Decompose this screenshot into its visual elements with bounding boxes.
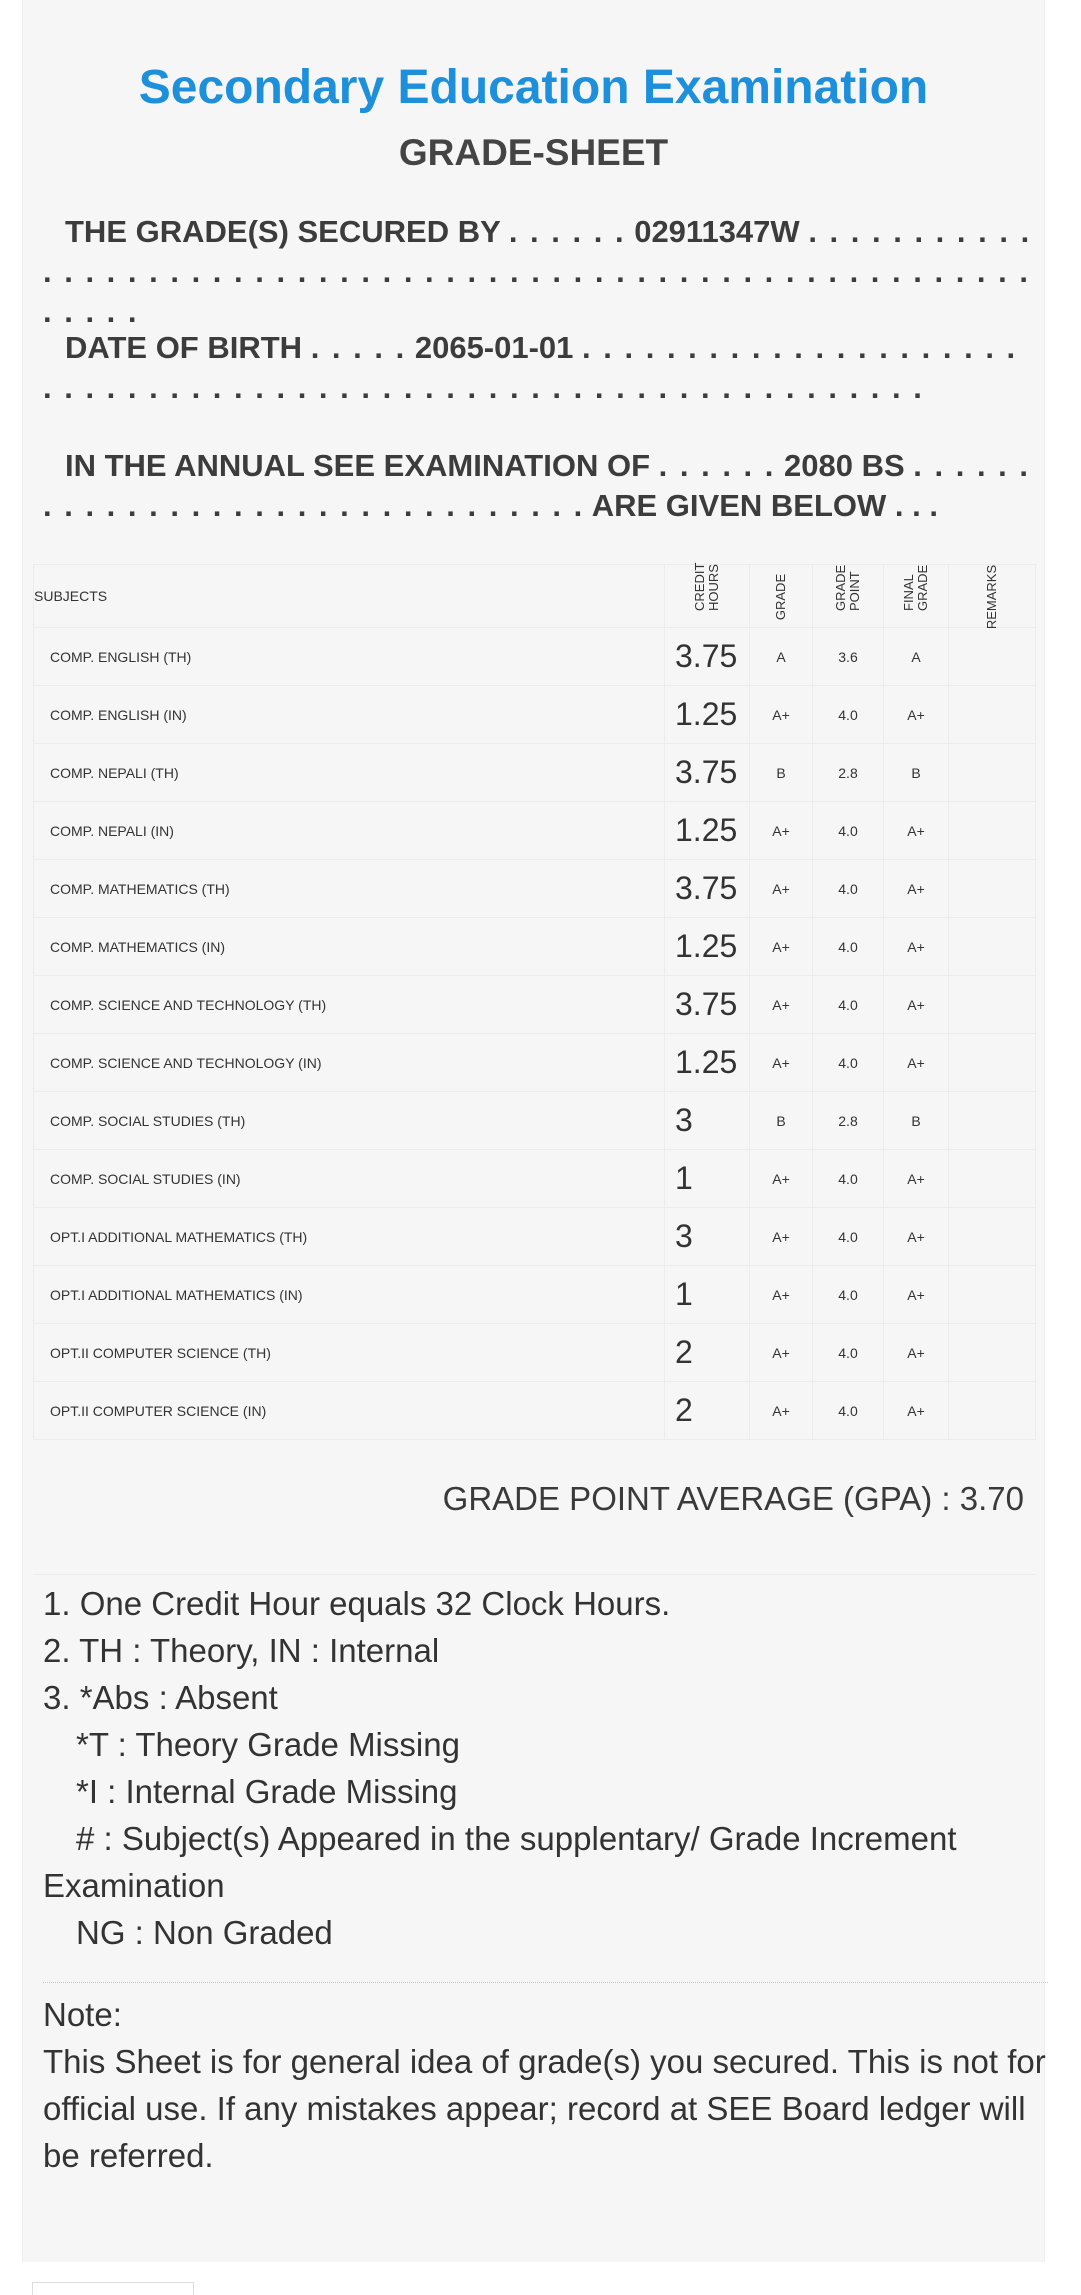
table-row <box>34 802 1036 860</box>
table-header-row <box>34 565 1036 628</box>
credit-hours-cell: 1.25 <box>665 802 750 860</box>
exam-line <box>43 446 1033 526</box>
disclaimer-note <box>43 1982 1048 2179</box>
subject-cell: COMP. NEPALI (TH) <box>34 744 665 802</box>
final-grade-cell: A+ <box>884 1208 949 1266</box>
subject-cell: COMP. MATHEMATICS (TH) <box>34 860 665 918</box>
grade-point-cell: 4.0 <box>813 976 884 1034</box>
final-grade-cell: A+ <box>884 1266 949 1324</box>
table-row <box>34 1034 1036 1092</box>
table-row <box>34 1092 1036 1150</box>
table-row <box>34 860 1036 918</box>
table-row <box>34 1382 1036 1440</box>
grade-point-cell: 4.0 <box>813 1266 884 1324</box>
grade-cell: A+ <box>750 918 813 976</box>
note-text: This Sheet is for general idea of grade(s) you secured. This is not for official use. If any mistakes appear; record at SEE Board ledger will be referred. <box>43 2043 1046 2174</box>
subject-cell: OPT.I ADDITIONAL MATHEMATICS (TH) <box>34 1208 665 1266</box>
grade-cell: A+ <box>750 1034 813 1092</box>
grades-table <box>33 564 1036 1440</box>
table-row <box>34 918 1036 976</box>
grade-point-header: GRADE POINT <box>813 565 884 628</box>
exam-title: Secondary Education Examination <box>138 61 929 114</box>
credit-hours-cell: 1 <box>665 1150 750 1208</box>
dot-leader: . . . . . <box>310 330 407 365</box>
final-grade-cell: A+ <box>884 1324 949 1382</box>
remarks-cell <box>949 1324 1036 1382</box>
remarks-cell <box>949 628 1036 686</box>
credit-hours-cell: 3.75 <box>665 744 750 802</box>
grades-table-body <box>34 628 1036 1440</box>
grade-point-cell: 4.0 <box>813 1382 884 1440</box>
bottom-button-edge[interactable] <box>32 2282 194 2295</box>
remarks-cell <box>949 1208 1036 1266</box>
grade-point-cell: 2.8 <box>813 1092 884 1150</box>
note-label: Note: <box>43 1996 122 2033</box>
credit-hours-cell: 2 <box>665 1324 750 1382</box>
subject-cell: COMP. SOCIAL STUDIES (TH) <box>34 1092 665 1150</box>
dot-leader: . . . . . . . . . . . . . . . . . . . . . . . . . . . . . . . . . . . . . . . . . . . . . . . . . . . . . . . . . . . . . . . <box>43 214 1032 329</box>
remarks-cell <box>949 860 1036 918</box>
grade-cell: A+ <box>750 1324 813 1382</box>
grade-point-cell: 4.0 <box>813 1324 884 1382</box>
credit-hours-cell: 3 <box>665 1208 750 1266</box>
dot-leader: . . . . . . . . . . . . . . . . . . . . . . . . . . . . . . . . . . . . . . . . . . . . . . . . . . . . . . . . . . . . . . . <box>43 330 1018 405</box>
dot-leader: . . . . . . <box>658 448 776 483</box>
subjects-header: SUBJECTS <box>34 565 665 628</box>
final-grade-cell: A <box>884 628 949 686</box>
final-grade-cell: A+ <box>884 686 949 744</box>
note-item: 1. One Credit Hour equals 32 Clock Hours. <box>43 1585 671 1622</box>
table-row <box>34 628 1036 686</box>
final-grade-cell: A+ <box>884 1034 949 1092</box>
subject-cell: COMP. ENGLISH (TH) <box>34 628 665 686</box>
secured-by-label: THE GRADE(S) SECURED BY <box>65 214 501 249</box>
grade-cell: A <box>750 628 813 686</box>
sheet-title: GRADE-SHEET <box>398 132 669 173</box>
subject-cell: COMP. SCIENCE AND TECHNOLOGY (IN) <box>34 1034 665 1092</box>
note-item: *I : Internal Grade Missing <box>76 1773 458 1810</box>
grade-header: GRADE <box>750 565 813 628</box>
grade-cell: B <box>750 1092 813 1150</box>
final-grade-cell: B <box>884 1092 949 1150</box>
grade-cell: A+ <box>750 1208 813 1266</box>
grade-cell: A+ <box>750 976 813 1034</box>
credit-hours-header: CREDIT HOURS <box>665 565 750 628</box>
grade-point-cell: 4.0 <box>813 686 884 744</box>
dob-label: DATE OF BIRTH <box>65 330 303 365</box>
grade-point-cell: 4.0 <box>813 1150 884 1208</box>
grade-point-cell: 3.6 <box>813 628 884 686</box>
grade-cell: A+ <box>750 1266 813 1324</box>
table-row <box>34 1324 1036 1382</box>
table-row <box>34 744 1036 802</box>
grade-cell: A+ <box>750 686 813 744</box>
dob-value: 2065-01-01 <box>414 330 574 365</box>
note-item: 3. *Abs : Absent <box>43 1679 278 1716</box>
credit-hours-cell: 3 <box>665 1092 750 1150</box>
subject-cell: COMP. SCIENCE AND TECHNOLOGY (TH) <box>34 976 665 1034</box>
grade-sheet-container <box>22 0 1045 2262</box>
final-grade-cell: A+ <box>884 1382 949 1440</box>
remarks-cell <box>949 976 1036 1034</box>
remarks-cell <box>949 1034 1036 1092</box>
table-row <box>34 1208 1036 1266</box>
given-below-text: ARE GIVEN BELOW . . . <box>591 488 938 523</box>
remarks-cell <box>949 1150 1036 1208</box>
remarks-cell <box>949 1092 1036 1150</box>
subject-cell: OPT.II COMPUTER SCIENCE (TH) <box>34 1324 665 1382</box>
credit-hours-cell: 2 <box>665 1382 750 1440</box>
grade-point-cell: 2.8 <box>813 744 884 802</box>
subject-cell: COMP. ENGLISH (IN) <box>34 686 665 744</box>
grade-cell: B <box>750 744 813 802</box>
secured-by-line <box>43 212 1033 332</box>
note-item: # : Subject(s) Appeared in the supplentary/ Grade Increment <box>76 1820 957 1857</box>
credit-hours-cell: 1.25 <box>665 686 750 744</box>
grade-point-cell: 4.0 <box>813 918 884 976</box>
grade-point-cell: 4.0 <box>813 1034 884 1092</box>
credit-hours-cell: 3.75 <box>665 860 750 918</box>
subject-cell: COMP. NEPALI (IN) <box>34 802 665 860</box>
gpa-section <box>33 1434 1036 1575</box>
final-grade-cell: A+ <box>884 860 949 918</box>
credit-hours-cell: 1 <box>665 1266 750 1324</box>
remarks-cell <box>949 744 1036 802</box>
credit-hours-cell: 1.25 <box>665 1034 750 1092</box>
symbol-number: 02911347W <box>634 214 800 249</box>
remarks-cell <box>949 802 1036 860</box>
table-row <box>34 1150 1036 1208</box>
credit-hours-cell: 3.75 <box>665 976 750 1034</box>
grade-cell: A+ <box>750 802 813 860</box>
dot-leader: . . . . . . <box>508 214 626 249</box>
note-item: Examination <box>43 1867 225 1904</box>
final-grade-cell: B <box>884 744 949 802</box>
note-item: NG : Non Graded <box>76 1914 333 1951</box>
table-row <box>34 686 1036 744</box>
grade-point-cell: 4.0 <box>813 860 884 918</box>
grade-cell: A+ <box>750 1150 813 1208</box>
note-item: 2. TH : Theory, IN : Internal <box>43 1632 440 1669</box>
credit-hours-cell: 3.75 <box>665 628 750 686</box>
remarks-cell <box>949 1382 1036 1440</box>
dot-leader: . . . . . . . . . . . . . . . . . . . . . . . . . . . . . . . . <box>43 448 1031 523</box>
table-row <box>34 976 1036 1034</box>
final-grade-cell: A+ <box>884 1150 949 1208</box>
exam-year: 2080 BS <box>784 448 905 483</box>
final-grade-header: FINAL GRADE <box>884 565 949 628</box>
legend-notes <box>43 1580 1043 1956</box>
subject-cell: COMP. MATHEMATICS (IN) <box>34 918 665 976</box>
remarks-header: REMARKS <box>949 565 1036 628</box>
final-grade-cell: A+ <box>884 918 949 976</box>
gpa-value: GRADE POINT AVERAGE (GPA) : 3.70 <box>442 1480 1024 1517</box>
subject-cell: OPT.I ADDITIONAL MATHEMATICS (IN) <box>34 1266 665 1324</box>
remarks-cell <box>949 686 1036 744</box>
final-grade-cell: A+ <box>884 976 949 1034</box>
grade-cell: A+ <box>750 1382 813 1440</box>
table-row <box>34 1266 1036 1324</box>
final-grade-cell: A+ <box>884 802 949 860</box>
credit-hours-cell: 1.25 <box>665 918 750 976</box>
remarks-cell <box>949 1266 1036 1324</box>
note-item: *T : Theory Grade Missing <box>76 1726 460 1763</box>
grade-point-cell: 4.0 <box>813 1208 884 1266</box>
dob-line <box>43 328 1033 408</box>
subject-cell: OPT.II COMPUTER SCIENCE (IN) <box>34 1382 665 1440</box>
exam-label: IN THE ANNUAL SEE EXAMINATION OF <box>65 448 651 483</box>
subject-cell: COMP. SOCIAL STUDIES (IN) <box>34 1150 665 1208</box>
grade-point-cell: 4.0 <box>813 802 884 860</box>
grade-cell: A+ <box>750 860 813 918</box>
remarks-cell <box>949 918 1036 976</box>
